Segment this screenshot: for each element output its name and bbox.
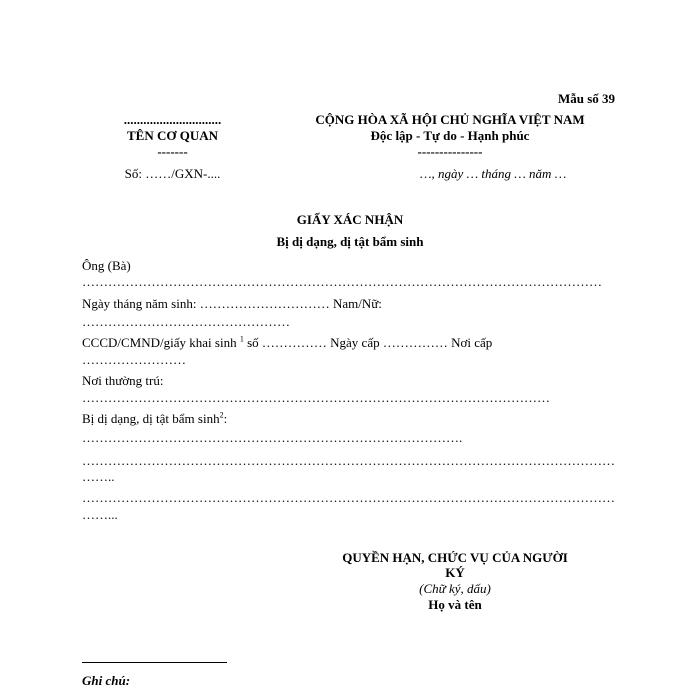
document-subtitle: Bị dị dạng, dị tật bẩm sinh — [276, 234, 424, 249]
defect-dots-2: …………………………………………………………………………………………………………… — [82, 453, 615, 468]
footnote-label: Ghi chú: — [82, 673, 131, 688]
defect-label: Bị dị dạng, dị tật bẩm sinh — [82, 411, 220, 426]
form-code: Mẫu số 39 — [558, 91, 616, 106]
defect-dots-1: ……………………………………………………………………………. — [82, 430, 463, 445]
signature-note: (Chữ ký, dấu) — [419, 581, 491, 596]
dob-dots: ………………………………………… — [82, 314, 290, 329]
footnote-divider — [82, 662, 227, 663]
name-dots: ………………………………………………………………………………………………………… — [82, 274, 602, 289]
dob-gender-line: Ngày tháng năm sinh: ………………………… Nam/Nữ: — [82, 296, 382, 311]
defect-dots-2b: …….. — [82, 469, 115, 484]
residence-dots: ……………………………………………………………………………………………… — [82, 390, 550, 405]
id-dots: …………………… — [82, 352, 186, 367]
agency-divider: ------- — [157, 144, 188, 159]
defect-line — [82, 411, 227, 427]
name-label: Ông (Bà) — [82, 258, 131, 273]
signer-authority-line1: QUYỀN HẠN, CHỨC VỤ CỦA NGƯỜI — [342, 550, 568, 565]
defect-dots-3b: ……... — [82, 507, 118, 522]
document-number: Số: ……/GXN-.... — [124, 166, 221, 181]
national-motto: Độc lập - Tự do - Hạnh phúc — [370, 128, 530, 143]
residence-label: Nơi thường trú: — [82, 373, 164, 388]
id-label: CCCD/CMND/giấy khai sinh — [82, 335, 237, 350]
id-details: số …………… Ngày cấp …………… Nơi cấp — [243, 335, 493, 350]
id-line — [82, 335, 492, 351]
id-footnote-ref: 1 — [239, 334, 244, 344]
issue-date: …, ngày … tháng … năm … — [420, 166, 567, 181]
document-title: GIẤY XÁC NHẬN — [296, 212, 404, 227]
defect-colon: : — [223, 411, 228, 426]
signer-full-name: Họ và tên — [428, 597, 482, 612]
agency-name: TÊN CƠ QUAN — [126, 128, 218, 143]
defect-dots-3: …………………………………………………………………………………………………………… — [82, 490, 615, 505]
defect-footnote-ref: 2 — [219, 410, 224, 420]
signer-authority-line2: KÝ — [445, 565, 465, 580]
national-divider: --------------- — [417, 144, 483, 159]
national-title: CỘNG HÒA XÃ HỘI CHỦ NGHĨA VIỆT NAM — [315, 112, 585, 127]
agency-name-placeholder: .............................. — [123, 112, 222, 127]
